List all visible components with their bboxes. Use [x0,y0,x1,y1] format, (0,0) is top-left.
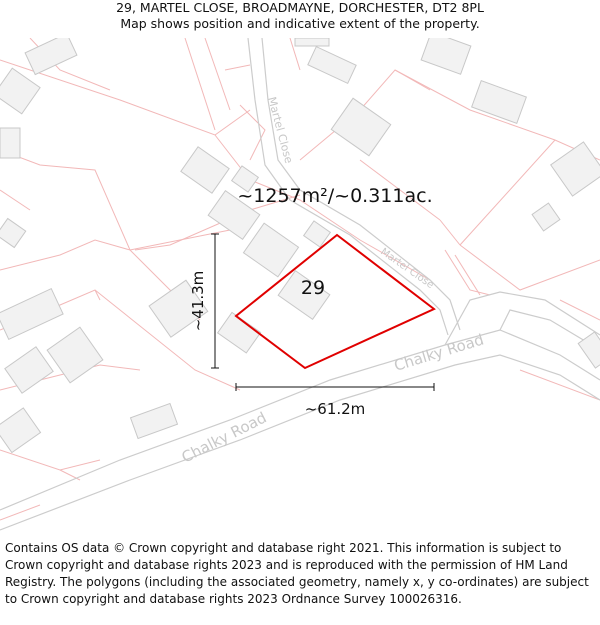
buildings [0,38,600,453]
map-canvas [0,38,600,535]
chalky-road-east-label: Chalky Road [391,330,486,375]
width-measurement-label: ~61.2m [304,400,366,418]
map-view[interactable] [0,38,600,535]
area-label: ~1257m²/~0.311ac. [237,185,433,207]
chalky-road-west-label: Chalky Road [178,408,270,467]
property-address: 29, MARTEL CLOSE, BROADMAYNE, DORCHESTER, DT2 8PL [116,0,484,15]
copyright-notice: Contains OS data © Crown copyright and database right 2021. This information is subject to Crown copyright and database rights 2023 and is reproduced with the permission of HM Land Registry. The polygons (including the associated geometry, namely x, y co-ordinates) are subject to Crown copyright and database rights 2023 Ordnance Survey 100026316. [5,541,589,606]
martel-close-east-label: Martel Close [378,246,436,292]
martel-close-north-label: Martel Close [265,95,296,165]
map-subtitle: Map shows position and indicative extent of the property. [120,16,480,31]
map-header [0,0,600,38]
plot-number-label: 29 [300,277,326,299]
height-measurement-label: ~41.3m [189,270,207,332]
